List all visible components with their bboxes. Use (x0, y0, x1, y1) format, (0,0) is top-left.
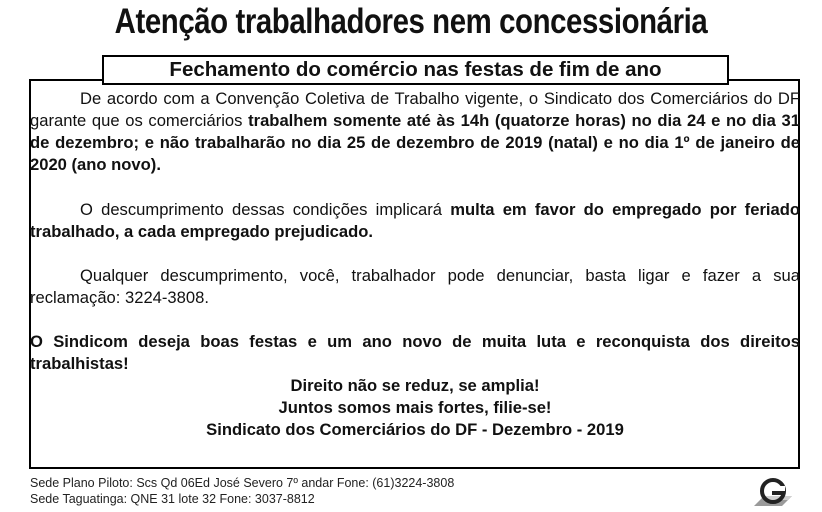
paragraph-greetings: O Sindicom deseja boas festas e um ano novo de muita luta e reconquista dos direitos trabalhistas! (30, 332, 800, 373)
paragraph-penalty (30, 199, 800, 243)
subtitle-box (102, 55, 729, 85)
closing-line-2: Juntos somos mais fortes, filie-se! (278, 398, 552, 417)
paragraph-complaint-text: Qualquer descumprimento, você, trabalhador pode denunciar, basta ligar e fazer a sua reclamação: 3224-3808. (30, 266, 800, 307)
paragraph-complaint (30, 265, 800, 309)
closing-signature: Sindicato dos Comerciários do DF - Dezembro - 2019 (206, 420, 624, 439)
paragraph-holidays-text: De acordo com a Convenção Coletiva de Trabalho vigente, o Sindicato dos Comerciários do DF garante que os comerciários (30, 89, 800, 130)
paragraph-penalty-text: O descumprimento dessas condições implicará (80, 200, 451, 219)
footer-address-taguatinga: Sede Taguatinga: QNE 31 lote 32 Fone: 3037-8812 (30, 492, 315, 506)
subtitle: Fechamento do comércio nas festas de fim de ano (169, 58, 662, 81)
footer-address-plano-piloto: Sede Plano Piloto: Scs Qd 06Ed José Severo 7º andar Fone: (61)3224-3808 (30, 476, 455, 490)
closing-line-1: Direito não se reduz, se amplia! (290, 376, 540, 395)
paragraph-penalty-bold: multa em favor do empregado por feriado trabalhado, a cada empregado prejudicado. (30, 200, 801, 241)
page-title: Atenção trabalhadores nem concessionária (114, 2, 708, 41)
paragraph-holidays (30, 88, 800, 176)
union-logo-icon (752, 476, 794, 512)
paragraph-holidays-bold: trabalhem somente até às 14h (quatorze horas) no dia 24 e no dia 31 de dezembro; e não trabalharão no dia 25 de dezembro de 2019 (natal) e no dia 1º de janeiro de 2020 (ano novo). (30, 111, 800, 174)
